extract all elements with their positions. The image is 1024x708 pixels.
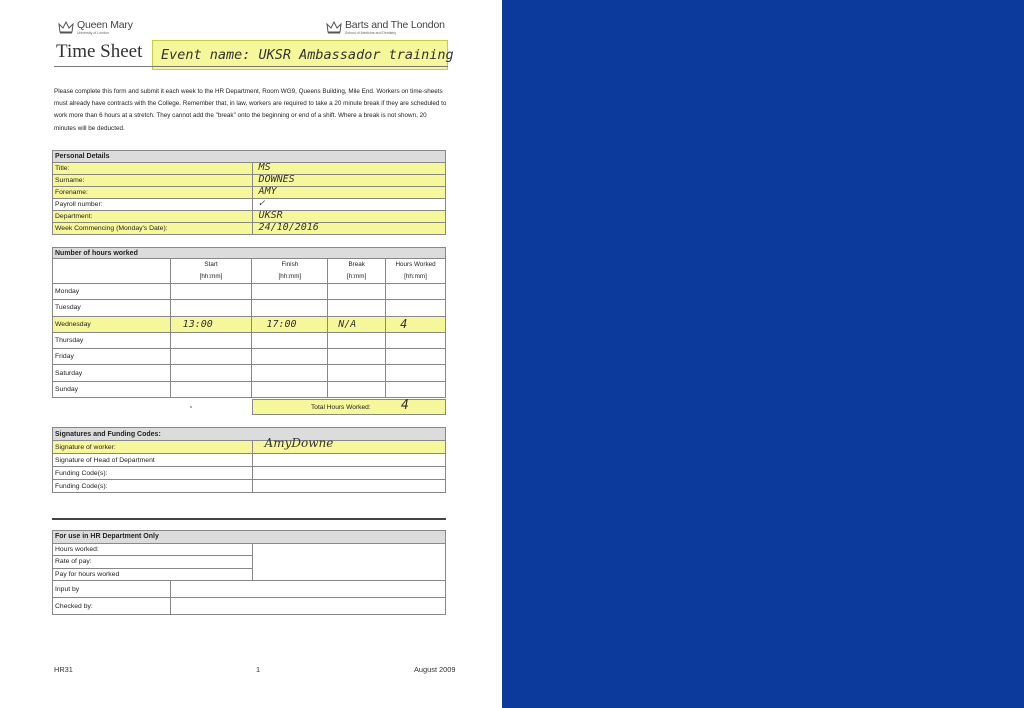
column-name: Break <box>348 261 365 268</box>
field-label: Payroll number: <box>53 199 253 211</box>
input-by-field[interactable] <box>170 581 445 598</box>
title-row <box>53 163 446 175</box>
field-label: Checked by: <box>53 598 171 615</box>
day-row-thursday <box>53 332 446 348</box>
field-value: AMY <box>258 186 277 197</box>
field-value: MS <box>258 162 271 173</box>
time-sheet-page <box>0 0 502 708</box>
field-label: Pay for hours worked <box>53 568 253 581</box>
day-label: Saturday <box>53 365 171 381</box>
day-label: Thursday <box>53 332 171 348</box>
field-label: Forename: <box>53 187 253 199</box>
hr-heading: For use in HR Department Only <box>53 531 446 544</box>
hours-heading: Number of hours worked <box>53 248 446 259</box>
worker-signature-field[interactable] <box>252 436 445 454</box>
finish-cell[interactable] <box>252 365 328 381</box>
hod-signature-field[interactable] <box>252 454 445 467</box>
field-value: 24/10/2016 <box>258 222 319 233</box>
payroll-row <box>53 199 446 211</box>
day-column-header <box>53 259 171 284</box>
field-value: UKSR <box>258 210 283 221</box>
break-cell[interactable] <box>328 365 386 381</box>
break-cell[interactable] <box>328 349 386 365</box>
finish-column-header <box>252 259 328 284</box>
hours-worked-table <box>52 247 446 398</box>
break-cell[interactable] <box>328 316 386 332</box>
cell-value: 17:00 <box>266 318 297 330</box>
hours-cell[interactable] <box>386 381 446 397</box>
surname-row <box>53 175 446 187</box>
hr-row <box>53 543 446 556</box>
start-cell[interactable] <box>170 332 252 348</box>
column-unit: [hh:mm] <box>404 273 427 280</box>
start-cell[interactable] <box>170 316 252 332</box>
finish-cell[interactable] <box>252 284 328 300</box>
form-code: HR31 <box>54 665 73 674</box>
day-row-tuesday <box>53 300 446 316</box>
finish-cell[interactable] <box>252 316 328 332</box>
hr-row <box>53 598 446 615</box>
day-row-saturday <box>53 365 446 381</box>
department-field[interactable] <box>252 211 445 223</box>
signatures-heading: Signatures and Funding Codes: <box>53 428 446 441</box>
hours-cell[interactable] <box>386 284 446 300</box>
signatures-table <box>52 427 446 493</box>
logo-subtitle: University of London <box>77 31 109 35</box>
event-name-value: Event name: UKSR Ambassador training <box>161 47 454 63</box>
break-cell[interactable] <box>328 381 386 397</box>
section-divider <box>52 518 446 520</box>
hours-cell[interactable] <box>386 300 446 316</box>
queen-mary-logo <box>58 20 133 40</box>
finish-cell[interactable] <box>252 300 328 316</box>
field-label: Signature of Head of Department <box>53 454 253 467</box>
form-date: August 2009 <box>414 665 456 674</box>
column-unit: [h:mm] <box>347 273 367 280</box>
scan-mark <box>190 406 192 408</box>
start-cell[interactable] <box>170 349 252 365</box>
day-label: Sunday <box>53 381 171 397</box>
field-label: Rate of pay: <box>53 556 253 569</box>
week-commencing-field[interactable] <box>252 223 445 235</box>
forename-row <box>53 187 446 199</box>
hours-cell[interactable] <box>386 349 446 365</box>
column-name: Finish <box>281 261 299 268</box>
forename-field[interactable] <box>252 187 445 199</box>
break-cell[interactable] <box>328 300 386 316</box>
cell-value: N/A <box>338 318 357 330</box>
hr-value-field[interactable] <box>252 543 445 581</box>
start-cell[interactable] <box>170 365 252 381</box>
title-field[interactable] <box>252 163 445 175</box>
checked-by-field[interactable] <box>170 598 445 615</box>
hr-use-table <box>52 530 446 615</box>
barts-london-logo <box>326 20 445 40</box>
column-header-row <box>53 259 446 284</box>
day-row-sunday <box>53 381 446 397</box>
cell-value: 4 <box>400 316 408 331</box>
start-cell[interactable] <box>170 300 252 316</box>
blue-side-panel <box>502 0 1024 708</box>
field-value: ✓ <box>258 198 265 209</box>
field-label: Hours worked: <box>53 543 253 556</box>
week-commencing-row <box>53 223 446 235</box>
field-label: Title: <box>53 163 253 175</box>
field-value: DOWNES <box>258 174 295 185</box>
hod-signature-row <box>53 454 446 467</box>
total-hours-label: Total Hours Worked: <box>311 404 371 411</box>
hours-cell[interactable] <box>386 316 446 332</box>
finish-cell[interactable] <box>252 332 328 348</box>
page-number: 1 <box>256 665 261 674</box>
field-label: Week Commencing (Monday's Date): <box>53 223 253 235</box>
start-column-header <box>170 259 252 284</box>
day-row-wednesday <box>53 316 446 332</box>
logo-name: Queen Mary <box>77 19 133 31</box>
field-label: Signature of worker: <box>53 441 253 454</box>
column-unit: [hh:mm] <box>278 273 302 280</box>
field-label: Funding Code(s): <box>53 467 253 480</box>
start-cell[interactable] <box>170 381 252 397</box>
cell-value: 13:00 <box>182 318 213 330</box>
logo-name: Barts and The London <box>345 19 445 31</box>
day-row-friday <box>53 349 446 365</box>
surname-field[interactable] <box>252 175 445 187</box>
worker-signature-row <box>53 441 446 454</box>
personal-details-table <box>52 150 446 235</box>
funding-code-field[interactable] <box>252 467 445 480</box>
day-label: Monday <box>53 284 171 300</box>
column-unit: [hh:mm] <box>199 273 223 280</box>
field-label: Department: <box>53 211 253 223</box>
page-title: Time Sheet <box>56 41 143 62</box>
total-hours-value: 4 <box>401 398 409 413</box>
break-column-header <box>328 259 386 284</box>
hours-cell[interactable] <box>386 332 446 348</box>
payroll-field[interactable] <box>252 199 445 211</box>
department-row <box>53 211 446 223</box>
funding-code-row <box>53 467 446 480</box>
personal-details-heading: Personal Details <box>53 151 446 163</box>
day-label: Friday <box>53 349 171 365</box>
funding-code-field[interactable] <box>252 480 445 493</box>
crown-icon <box>58 20 74 34</box>
finish-cell[interactable] <box>252 349 328 365</box>
field-label: Surname: <box>53 175 253 187</box>
break-cell[interactable] <box>328 332 386 348</box>
break-cell[interactable] <box>328 284 386 300</box>
day-label: Wednesday <box>53 316 171 332</box>
total-hours-field[interactable] <box>252 399 446 415</box>
crest-icon <box>326 20 342 34</box>
field-label: Funding Code(s): <box>53 480 253 493</box>
column-name: Start <box>204 261 218 268</box>
finish-cell[interactable] <box>252 381 328 397</box>
day-label: Tuesday <box>53 300 171 316</box>
funding-code-row <box>53 480 446 493</box>
title-divider <box>54 66 448 67</box>
column-name: Hours Worked <box>395 261 436 268</box>
hr-row <box>53 581 446 598</box>
worker-signature: AmyDowne <box>264 436 334 450</box>
hours-worked-column-header <box>386 259 446 284</box>
logo-subtitle: School of Medicine and Dentistry <box>345 31 397 35</box>
day-row-monday <box>53 284 446 300</box>
hours-cell[interactable] <box>386 365 446 381</box>
instructions-text: Please complete this form and submit it each week to the HR Department, Room WG9, Queens Building, Mile End. Workers on time-sheets must already have contracts with the College. Remember that, in law, workers are required to take a 20 minute break if they are scheduled to work more than 6 hours at a stretch. They cannot add the "break" onto the beginning or end of a shift. Where a break is not shown, 20 minutes will be deducted. <box>54 88 447 132</box>
start-cell[interactable] <box>170 284 252 300</box>
field-label: Input by <box>53 581 171 598</box>
